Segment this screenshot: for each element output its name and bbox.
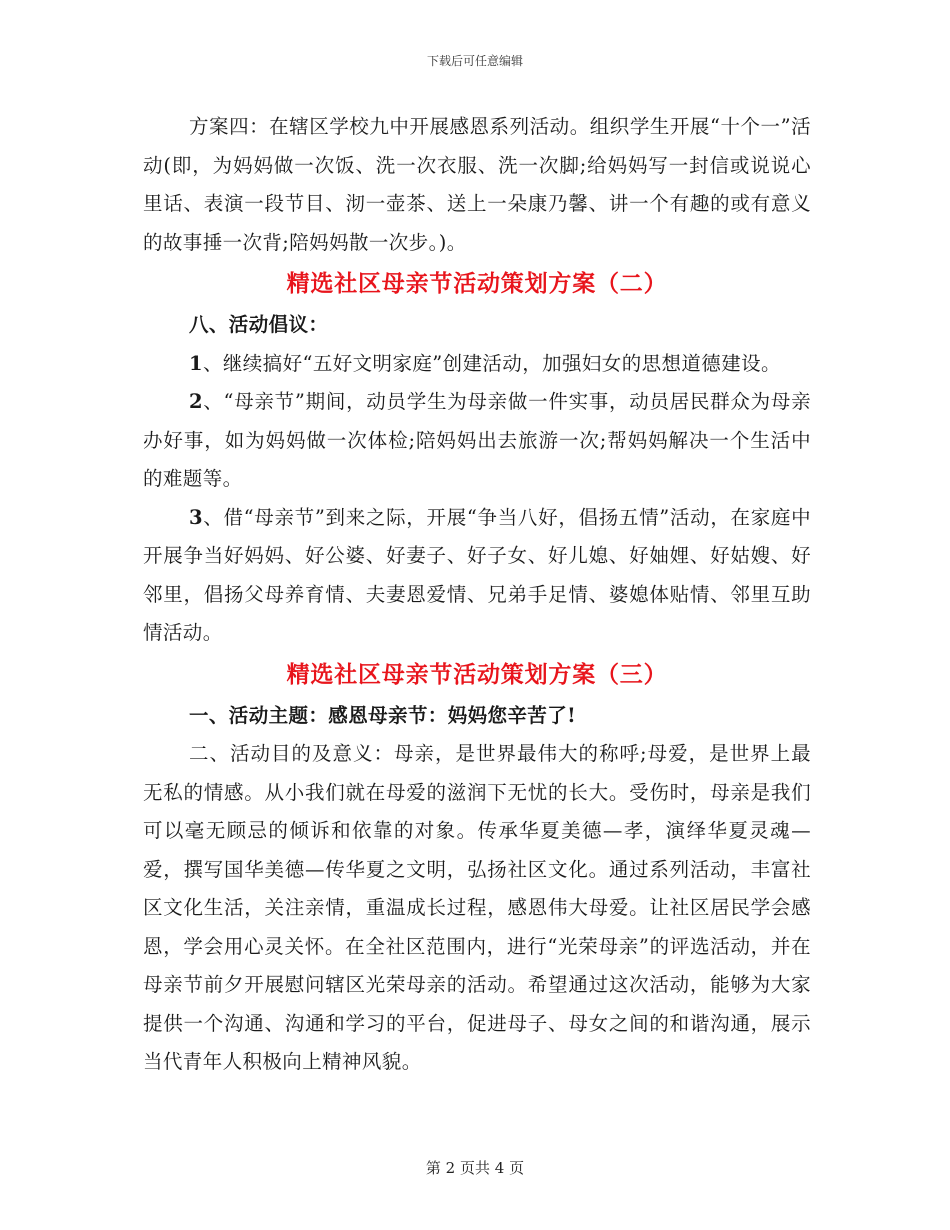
proposal-item-1 xyxy=(143,345,811,384)
item-number: 1 xyxy=(189,351,203,375)
section-title-three: 精选社区母亲节活动策划方案（三） xyxy=(286,660,668,688)
document-body xyxy=(143,108,811,1082)
item-number: 2 xyxy=(189,390,203,413)
item-number: 3 xyxy=(189,505,203,529)
heading-activity-proposal: 八、活动倡议： xyxy=(189,313,329,336)
proposal-item-2 xyxy=(143,383,811,499)
proposal-item-3 xyxy=(143,499,811,653)
page-header: 下载后可任意编辑 xyxy=(426,54,523,68)
item-text: 、“母亲节”期间，动员学生为母亲做一件实事，动员居民群众为母亲办好事，如为妈妈做一次体检;陪妈妈出去旅游一次;帮妈妈解决一个生活中的难题等。 xyxy=(143,390,811,490)
page-footer: 第 2 页共 4 页 xyxy=(425,1159,525,1177)
section-title-two: 精选社区母亲节活动策划方案（二） xyxy=(286,270,668,297)
item-text: 、借“母亲节”到来之际，开展“争当八好，倡扬五情”活动，在家庭中开展争当好妈妈、好公婆、好妻子、好子女、好儿媳、好妯娌、好姑嫂、好邻里，倡扬父母养育情、夫妻恩爱情、兄弟手足情、婆媳体贴情、邻里互助情活动。 xyxy=(143,505,811,644)
paragraph-purpose: 二、活动目的及意义：母亲，是世界最伟大的称呼;母爱，是世界上最无私的情感。从小我们就在母爱的滋润下无忧的长大。受伤时，母亲是我们可以毫无顾忌的倾诉和依靠的对象。传承华夏美德—孝，演绎华夏灵魂—爱，撰写国华美德—传华夏之文明，弘扬社区文化。通过系列活动，丰富社区文化生活，关注亲情，重温成长过程，感恩伟大母爱。让社区居民学会感恩，学会用心灵关怀。在全社区范围内，进行“光荣母亲”的评选活动，并在母亲节前夕开展慰问辖区光荣母亲的活动。希望通过这次活动，能够为大家提供一个沟通、沟通和学习的平台，促进母子、母女之间的和谐沟通，展示当代青年人积极向上精神风貌。 xyxy=(143,742,811,1073)
heading-activity-theme: 一、活动主题：感恩母亲节：妈妈您辛苦了! xyxy=(189,703,577,727)
paragraph-plan-four: 方案四：在辖区学校九中开展感恩系列活动。组织学生开展“十个一”活动(即，为妈妈做一次饭、洗一次衣服、洗一次脚;给妈妈写一封信或说说心里话、表演一段节目、沏一壶茶、送上一朵康乃馨、讲一个有趣的或有意义的故事捶一次背;陪妈妈散一次步。)。 xyxy=(143,115,811,254)
item-text: 、继续搞好“五好文明家庭”创建活动，加强妇女的思想道德建设。 xyxy=(202,351,781,375)
